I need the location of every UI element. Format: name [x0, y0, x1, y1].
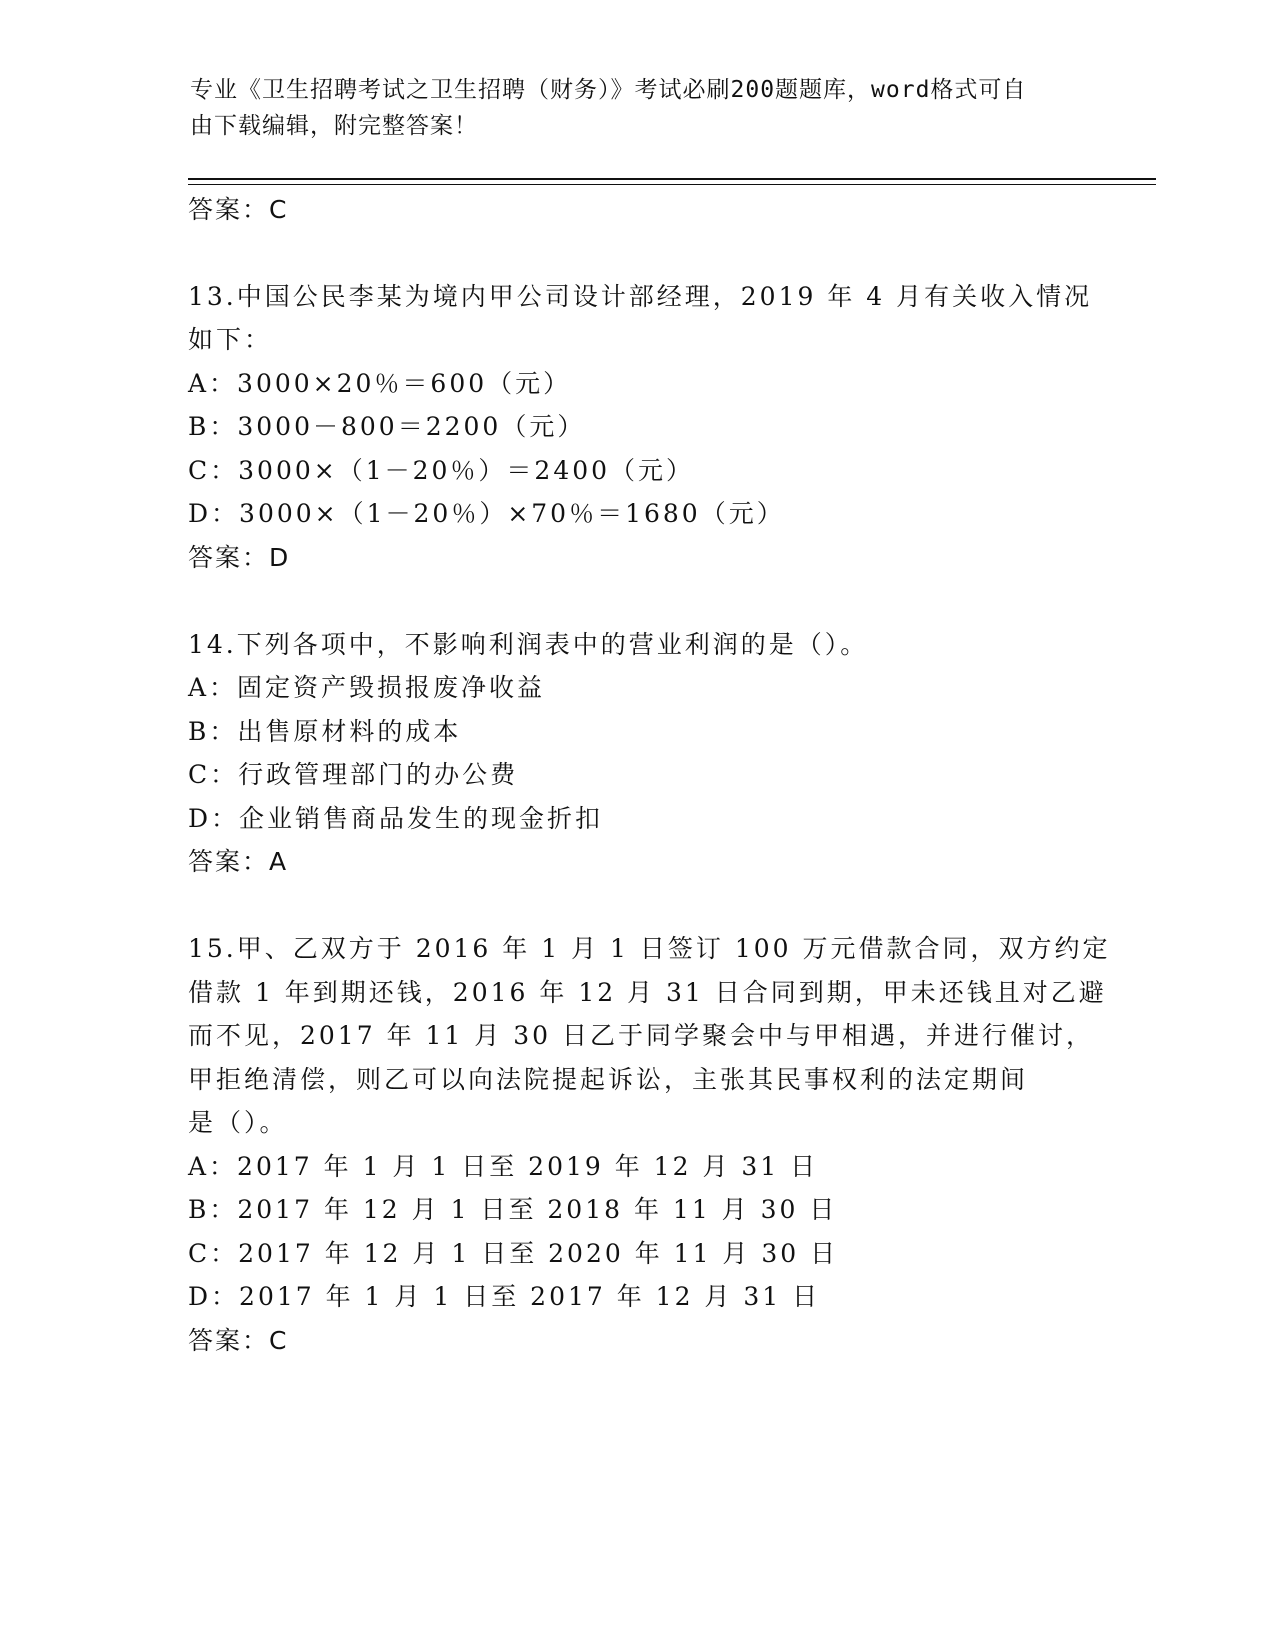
q14-option-d: D：企业销售商品发生的现金折扣 [188, 804, 604, 833]
answer-label: 答案： [188, 847, 270, 876]
q13-answer [188, 538, 289, 578]
answer-value: C [269, 1326, 288, 1355]
q15-option-d: D：2017 年 1 月 1 日至 2017 年 12 月 31 日 [188, 1282, 821, 1311]
q15-stem-line-4: 甲拒绝清偿，则乙可以向法院提起诉讼，主张其民事权利的法定期间 [188, 1065, 1029, 1094]
header-divider-thin [188, 184, 1156, 185]
q12-answer [188, 190, 287, 230]
answer-value: A [269, 847, 288, 876]
answer-label: 答案： [188, 195, 270, 224]
q15-stem-line-3: 而不见，2017 年 11 月 30 日乙于同学聚会中与甲相遇，并进行催讨， [188, 1021, 1094, 1050]
q13-option-b: B：3000－800＝2200（元） [188, 412, 586, 441]
answer-label: 答案： [188, 543, 270, 572]
q15-stem-line-1: 15.甲、乙双方于 2016 年 1 月 1 日签订 100 万元借款合同，双方约定 [188, 934, 1111, 963]
header-line-2: 由下载编辑，附完整答案！ [190, 113, 478, 139]
q15-option-c: C：2017 年 12 月 1 日至 2020 年 11 月 30 日 [188, 1239, 839, 1268]
q14-answer [188, 842, 287, 882]
q14-option-c: C：行政管理部门的办公费 [188, 760, 519, 789]
q13-option-c: C：3000×（1－20％）＝2400（元） [188, 456, 695, 485]
q14-option-a: A：固定资产毁损报废净收益 [188, 673, 546, 702]
q15-option-a: A：2017 年 1 月 1 日至 2019 年 12 月 31 日 [188, 1152, 819, 1181]
document-header [190, 72, 1070, 144]
answer-value: C [269, 195, 288, 224]
q13-stem-line-1: 13.中国公民李某为境内甲公司设计部经理，2019 年 4 月有关收入情况 [188, 282, 1093, 311]
q13-option-a: A：3000×20％＝600（元） [188, 369, 572, 398]
header-line-1: 专业《卫生招聘考试之卫生招聘（财务）》考试必刷200题题库，word格式可自 [190, 77, 1027, 103]
answer-label: 答案： [188, 1326, 270, 1355]
q15-stem-line-5: 是（）。 [188, 1108, 288, 1137]
header-divider-thick [188, 178, 1156, 180]
q13-option-d: D：3000×（1－20％）×70％＝1680（元） [188, 499, 785, 528]
q14-option-b: B：出售原材料的成本 [188, 717, 462, 746]
q15-option-b: B：2017 年 12 月 1 日至 2018 年 11 月 30 日 [188, 1195, 838, 1224]
q15-answer [188, 1321, 287, 1361]
q13-stem-line-2: 如下： [188, 325, 273, 354]
answer-value: D [269, 543, 290, 572]
q14-stem: 14.下列各项中，不影响利润表中的营业利润的是（）。 [188, 630, 869, 659]
q15-stem-line-2: 借款 1 年到期还钱，2016 年 12 月 31 日合同到期，甲未还钱且对乙避 [188, 978, 1107, 1007]
